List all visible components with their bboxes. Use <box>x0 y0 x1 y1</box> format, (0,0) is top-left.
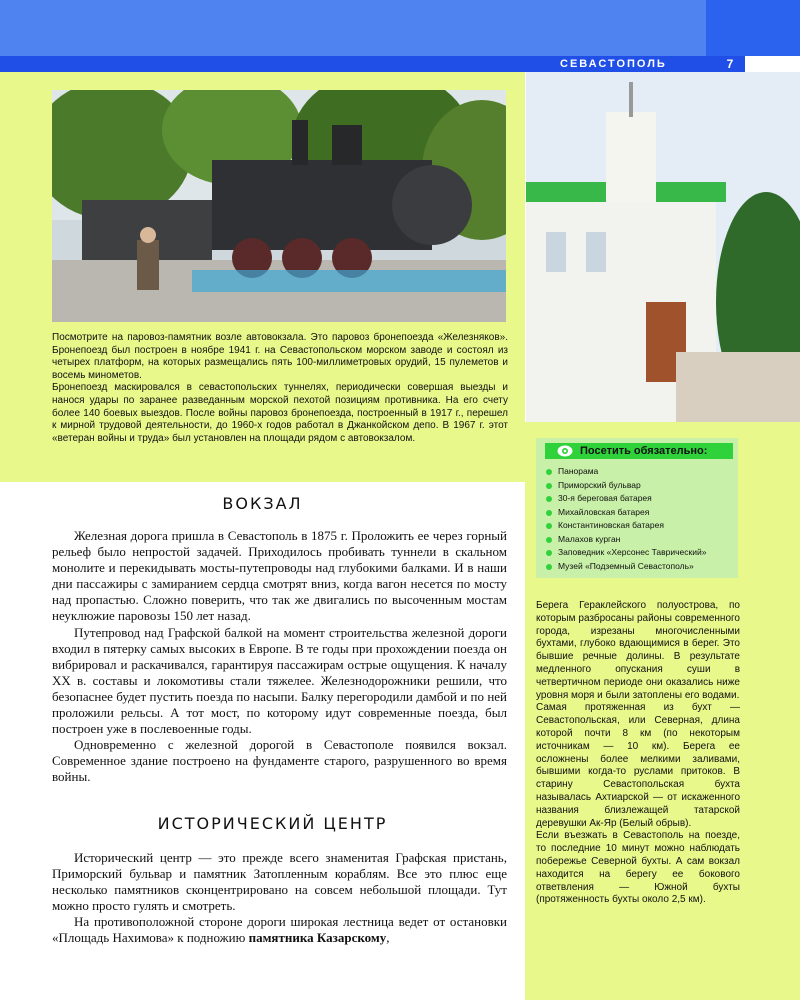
sidebar-text <box>536 600 740 907</box>
list-item: Малахов курган <box>544 533 740 547</box>
list-item: 30-я береговая батарея <box>544 492 740 506</box>
section-title: СЕВАСТОПОЛЬ <box>560 58 667 70</box>
section-body <box>52 528 507 786</box>
body-paragraph: Железная дорога пришла в Севастополь в 1875 г. Проложить ее через горный рельеф было непростой задачей. Приходилось пробивать туннели в скальном монолите и перекидывать мосты-путепроводы над глубокими балками. И в наши дни пассажиры с замиранием сердца смотрят вниз, когда вагон несется по мосту над пропастью. Сложно поверить, что так же двигались по высоченным мостам неуклюжие паровозы 150 лет назад. <box>52 528 507 624</box>
photo-caption <box>52 332 508 445</box>
caption-paragraph: Посмотрите на паровоз-памятник возле автовокзала. Это паровоз бронепоезда «Железняков». Бронепоезд был построен в ноябре 1941 г. на Севастопольском морском заводе и состоял из четырех платформ, на которых размещались пять 100-миллиметровых орудий, 15 пулеметов и восемь минометов. <box>52 332 508 381</box>
list-item: Константиновская батарея <box>544 519 740 533</box>
list-item: Михайловская батарея <box>544 506 740 520</box>
text-span: На противоположной стороне дороги широкая лестница ведет от остановки «Площадь Нахимова» к подножию <box>52 914 507 946</box>
must-visit-title: Посетить обязательно: <box>580 445 708 457</box>
sidebar-paragraph: Берега Гераклейского полуострова, по которым разбросаны районы современного города, изрезаны многочисленными бухтами, глубоко вдающимися в берег. Это бывшие речные долины. В результате медленного опускания суши в четвертичном периоде они оказались ниже уровня моря и были затоплены его водами. <box>536 600 740 701</box>
page-number: 7 <box>726 57 734 71</box>
body-paragraph: Исторический центр — это прежде всего знаменитая Графская пристань, Приморский бульвар и памятник Затопленным кораблям. Все это плюс еще несколько памятников сконцентрировано на совсем небольшой площади. Тут можно просто гулять и смотреть. <box>52 850 507 914</box>
bold-term: памятника Казарскому <box>248 930 387 946</box>
top-banner-corner <box>706 0 800 56</box>
body-paragraph: Путепровод над Графской балкой на момент строительства железной дороги входил в пятерку самых высоких в Европе. В те годы при прохождении поезда он вибрировал и раскачивался, гарантируя пассажирам острые ощущения. К началу XX в. составы и локомотивы стали тяжелее. Железнодорожники решили, что безопаснее будет пустить поезда по насыпи. Балку перегородили дамбой и по ней проложили рельсы. А тот мост, по которому идут современные поезда, был построен уже в послевоенные годы. <box>52 624 507 737</box>
list-item: Музей «Подземный Севастополь» <box>544 560 740 574</box>
body-paragraph <box>52 914 507 946</box>
caption-paragraph: Бронепоезд маскировался в севастопольских туннелях, периодически совершая выезды и нанося удары по заранее разведанным морской пехотой позициям противника. На его счету более 140 боевых выездов. После войны паровоз бронепоезда, построенный в 1917 г., перешел к мирной трудовой деятельности, до 1960-х годов работал в Джанкойском депо. В 1967 г. этот «ветеран войны и труда» был установлен на площади рядом с автовокзалом. <box>52 382 508 444</box>
list-item: Приморский бульвар <box>544 479 740 493</box>
body-paragraph: Одновременно с железной дорогой в Севастополе появился вокзал. Современное здание построено на фундаменте старого, разрушенного во время войны. <box>52 737 507 785</box>
section-heading: ВОКЗАЛ <box>222 494 303 513</box>
section-body <box>52 850 507 947</box>
text-span: , <box>386 930 390 946</box>
must-visit-list <box>544 465 740 573</box>
locomotive-photo <box>52 90 506 322</box>
eye-icon <box>557 445 573 457</box>
sidebar-paragraph: Если въезжать в Севастополь на поезде, то последние 10 минут можно наблюдать побережье Северной бухты. А сам вокзал находится на берегу ее бокового ответвления — Южной бухты (протяженность бухты около 2,5 км). <box>536 830 740 906</box>
list-item: Панорама <box>544 465 740 479</box>
station-photo <box>526 72 800 422</box>
top-banner <box>0 0 800 56</box>
section-heading: ИСТОРИЧЕСКИЙ ЦЕНТР <box>157 814 388 833</box>
list-item: Заповедник «Херсонес Таврический» <box>544 546 740 560</box>
sidebar-paragraph: Самая протяженная из бухт — Севастопольская, или Северная, длина которой почти 8 км (по некоторым источникам — 10 км). Берега ее осложнены более мелкими заливами, бывшими когда-то руслами притоков. В старину Севастопольская бухта называлась Ахтиарской — от искаженного названия близлежащей татарской деревушки Ак-Яр (Белый обрыв). <box>536 702 740 829</box>
